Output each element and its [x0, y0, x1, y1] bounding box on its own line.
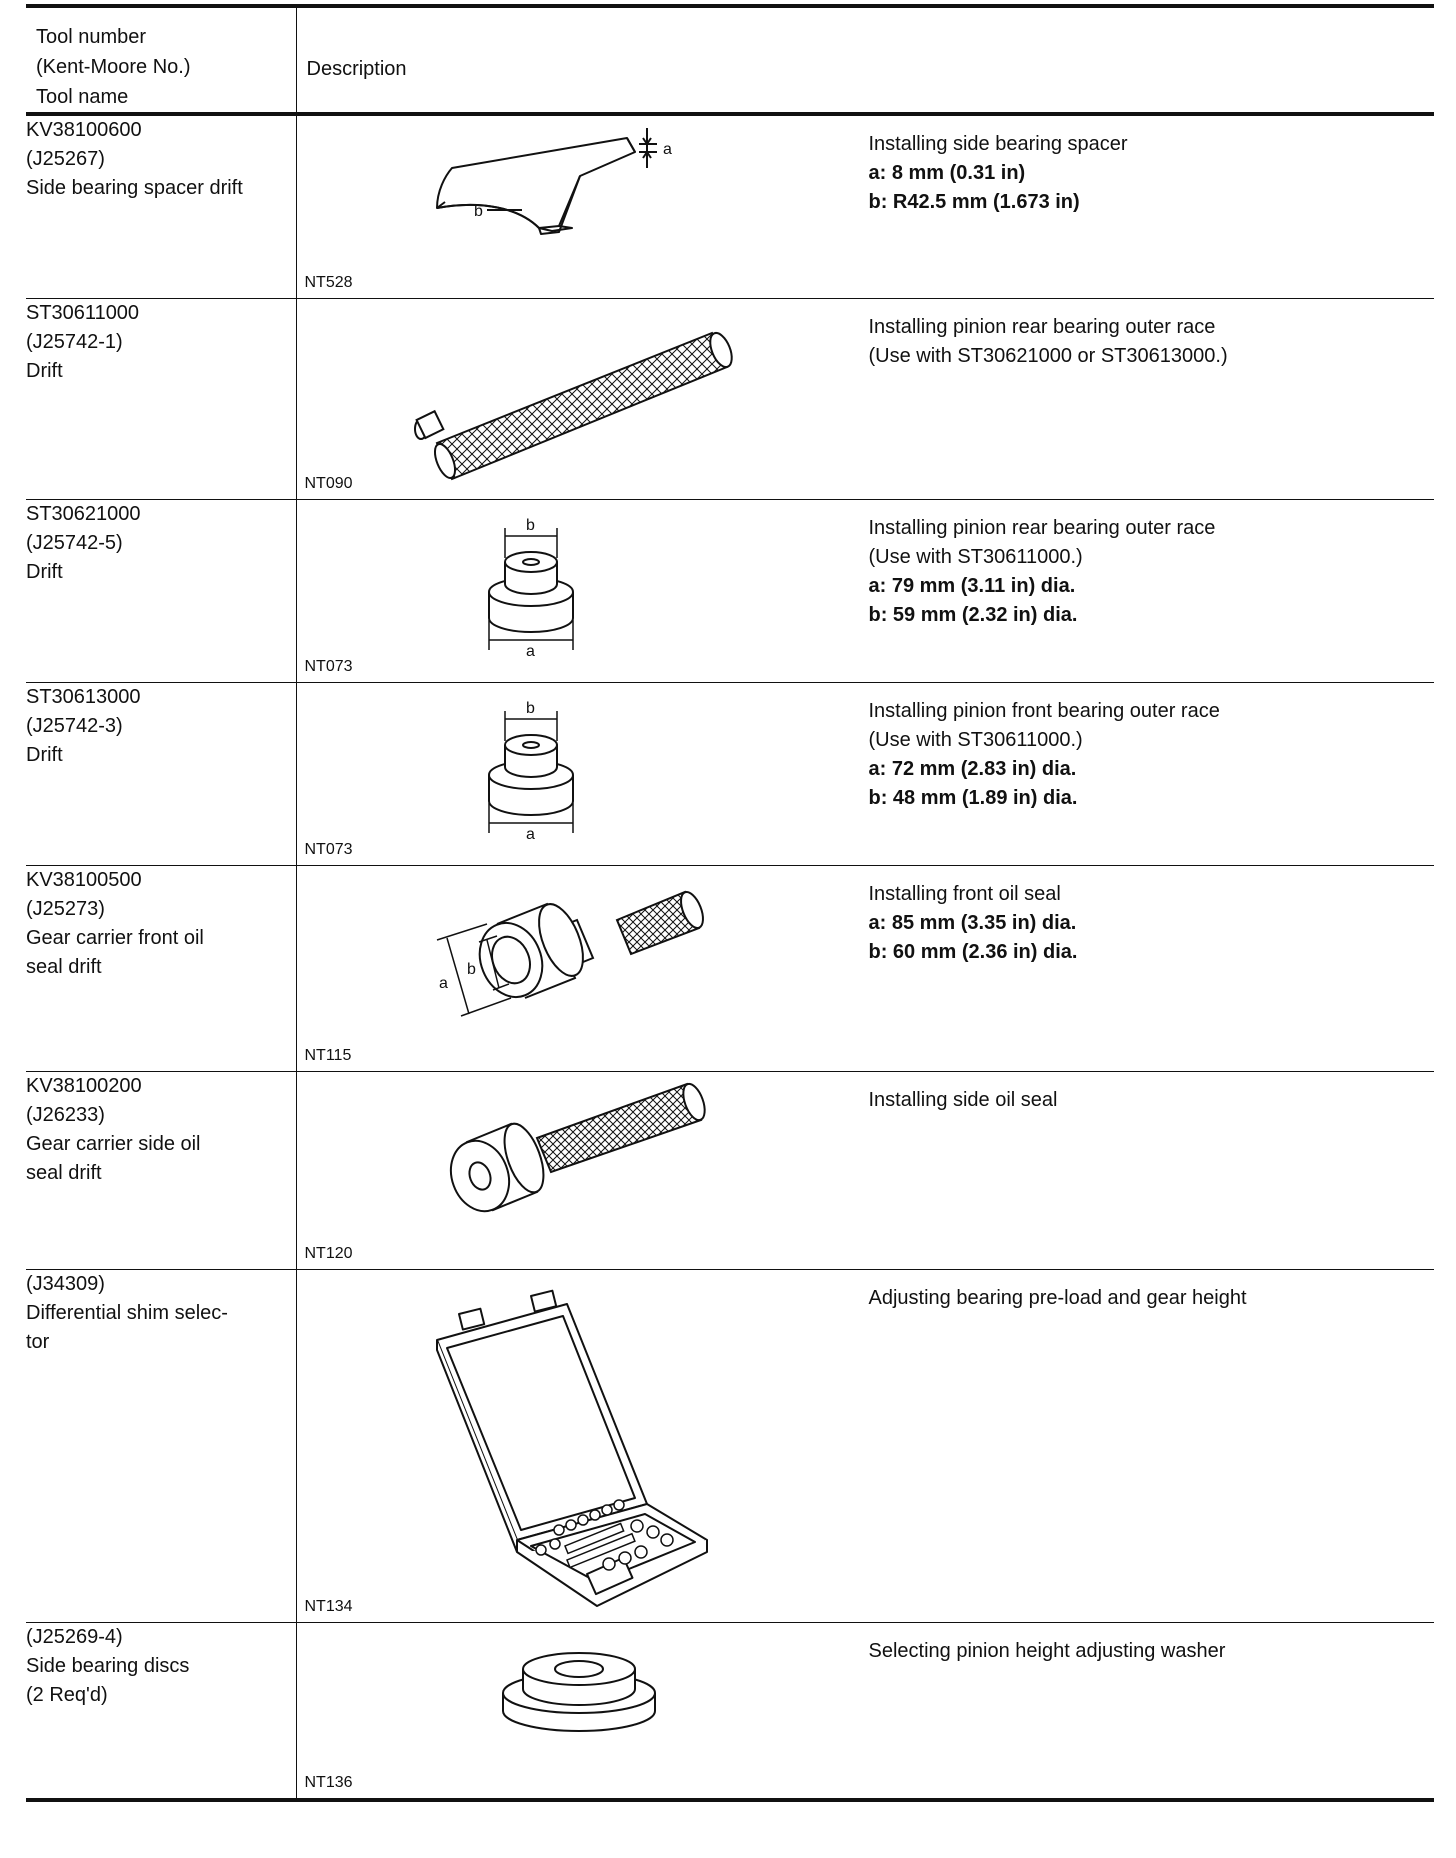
dimension-label-a: a	[662, 141, 672, 158]
tool-name: seal drift	[26, 956, 102, 978]
table-row	[26, 299, 1434, 500]
spec-line: a: 8 mm (0.31 in)	[868, 162, 1026, 184]
figure	[297, 683, 857, 865]
tool-cell	[26, 500, 296, 683]
description-line: (Use with ST30611000.)	[868, 729, 1083, 751]
stepped-drift-icon	[297, 500, 857, 682]
figure	[297, 299, 857, 499]
description	[869, 1637, 1226, 1666]
description	[869, 313, 1228, 371]
description-cell	[296, 114, 1434, 299]
description-line: Installing side bearing spacer	[868, 133, 1128, 155]
bearing-disc-icon	[297, 1623, 857, 1798]
description	[869, 697, 1220, 813]
tool-name: Differential shim selec-	[26, 1302, 228, 1324]
tool-cell	[26, 1623, 296, 1801]
tool-cell	[26, 299, 296, 500]
dimension-label-a: a	[525, 826, 535, 843]
figure-code: NT073	[304, 658, 353, 675]
header-tool-line: Tool number	[36, 26, 147, 48]
table-row	[26, 500, 1434, 683]
tool-name: tor	[26, 1331, 50, 1353]
header-tool	[26, 6, 296, 114]
tool-cell	[26, 1270, 296, 1623]
description	[869, 130, 1128, 217]
dimension-label-b: b	[473, 203, 483, 220]
description-line: Installing front oil seal	[868, 883, 1061, 905]
tool-name: Side bearing discs	[26, 1655, 190, 1677]
tool-name: Side bearing spacer drift	[26, 177, 243, 199]
figure	[297, 866, 857, 1071]
knurled-drift-icon	[297, 299, 857, 499]
spacer-drift-icon	[297, 116, 857, 298]
description-cell	[296, 866, 1434, 1072]
description-line: Installing pinion front bearing outer race	[868, 700, 1220, 722]
figure	[297, 1072, 857, 1269]
shim-selector-case-icon	[297, 1270, 857, 1622]
figure-code: NT136	[304, 1774, 353, 1791]
tool-number: KV38100500	[26, 869, 142, 891]
tool-number: ST30621000	[26, 503, 141, 525]
dimension-label-b: b	[525, 517, 535, 534]
table-row	[26, 1072, 1434, 1270]
description-line: Selecting pinion height adjusting washer	[868, 1640, 1226, 1662]
description-cell	[296, 299, 1434, 500]
tool-cell	[26, 1072, 296, 1270]
figure-code: NT073	[304, 841, 353, 858]
spec-line: b: 48 mm (1.89 in) dia.	[868, 787, 1078, 809]
figure	[297, 1623, 857, 1798]
tool-quantity: (2 Req'd)	[26, 1684, 108, 1706]
description-line: Installing pinion rear bearing outer race	[868, 316, 1216, 338]
description	[869, 1086, 1058, 1115]
dimension-label-a: a	[525, 643, 535, 660]
spec-line: a: 85 mm (3.35 in) dia.	[868, 912, 1077, 934]
spec-line: b: R42.5 mm (1.673 in)	[868, 191, 1080, 213]
front-seal-drift-icon	[297, 866, 857, 1071]
table-row	[26, 683, 1434, 866]
spec-line: b: 59 mm (2.32 in) dia.	[868, 604, 1078, 626]
table-row	[26, 114, 1434, 299]
tool-name: Drift	[26, 561, 63, 583]
kent-moore-number: (J26233)	[26, 1104, 105, 1126]
stepped-drift-icon	[297, 683, 857, 865]
kent-moore-number: (J25273)	[26, 898, 105, 920]
dimension-label-b: b	[525, 700, 535, 717]
spec-line: a: 79 mm (3.11 in) dia.	[868, 575, 1076, 597]
description-cell	[296, 683, 1434, 866]
header-description: Description	[296, 6, 1434, 114]
description-line: Adjusting bearing pre-load and gear height	[868, 1287, 1247, 1309]
kent-moore-number: (J25742-5)	[26, 532, 123, 554]
table-row	[26, 1623, 1434, 1801]
kent-moore-number: (J25742-3)	[26, 715, 123, 737]
kent-moore-number: (J25269-4)	[26, 1626, 123, 1648]
tool-name: Drift	[26, 744, 63, 766]
special-tools-table	[26, 4, 1434, 1802]
kent-moore-number: (J25742-1)	[26, 331, 123, 353]
header-row	[26, 6, 1434, 114]
tool-name: seal drift	[26, 1162, 102, 1184]
tool-name: Gear carrier front oil	[26, 927, 204, 949]
kent-moore-number: (J34309)	[26, 1273, 105, 1295]
tool-number: ST30613000	[26, 686, 141, 708]
header-tool-line: Tool name	[36, 86, 129, 108]
description-cell	[296, 1623, 1434, 1801]
figure-code: NT115	[304, 1047, 352, 1064]
description	[869, 1284, 1247, 1313]
description-line: (Use with ST30611000.)	[868, 546, 1083, 568]
tool-number: ST30611000	[26, 302, 140, 324]
description-line: (Use with ST30621000 or ST30613000.)	[868, 345, 1228, 367]
table-row	[26, 1270, 1434, 1623]
figure-code: NT528	[304, 274, 353, 291]
figure-code: NT090	[304, 475, 353, 492]
figure	[297, 116, 857, 298]
description	[869, 880, 1078, 967]
tool-name: Drift	[26, 360, 63, 382]
tool-name: Gear carrier side oil	[26, 1133, 201, 1155]
figure	[297, 1270, 857, 1622]
tool-cell	[26, 114, 296, 299]
header-tool-line: (Kent-Moore No.)	[36, 56, 191, 78]
description-line: Installing side oil seal	[868, 1089, 1058, 1111]
description-cell	[296, 1072, 1434, 1270]
dimension-label-a: a	[438, 975, 448, 992]
spec-line: a: 72 mm (2.83 in) dia.	[868, 758, 1077, 780]
side-seal-drift-icon	[297, 1072, 857, 1269]
description	[869, 514, 1216, 630]
dimension-label-b: b	[466, 961, 476, 978]
tool-cell	[26, 683, 296, 866]
figure-code: NT120	[304, 1245, 353, 1262]
tool-number: KV38100600	[26, 119, 142, 141]
figure	[297, 500, 857, 682]
figure-code: NT134	[304, 1598, 353, 1615]
tool-number: KV38100200	[26, 1075, 142, 1097]
description-line: Installing pinion rear bearing outer race	[868, 517, 1216, 539]
spec-line: b: 60 mm (2.36 in) dia.	[868, 941, 1078, 963]
table-row	[26, 866, 1434, 1072]
tool-cell	[26, 866, 296, 1072]
kent-moore-number: (J25267)	[26, 148, 105, 170]
description-cell	[296, 1270, 1434, 1623]
description-cell	[296, 500, 1434, 683]
